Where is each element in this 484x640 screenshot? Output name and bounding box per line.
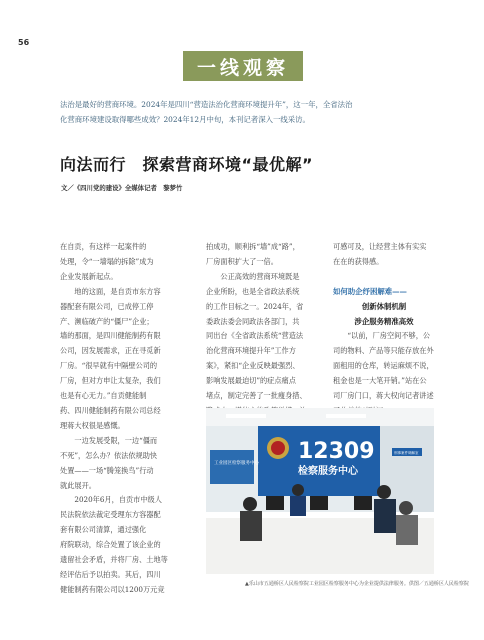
subhead-question: 如何助企纾困解难—— bbox=[333, 286, 407, 296]
text-line: 企业发展新起点。 bbox=[60, 271, 118, 281]
text-line: 影响发展最迫切”的症点痛点 bbox=[206, 376, 296, 386]
intro-line: 化营商环境建设取得哪些成效？2024年12月中旬，本刊记者深入一线采访。 bbox=[60, 115, 310, 124]
text-line: 套有限公司清算，通过强化 bbox=[60, 525, 147, 535]
text-line: 可感可及，让经营主体有实实 bbox=[333, 242, 427, 251]
text-line: 遗留社会矛盾，并将厂房、土地等 bbox=[60, 555, 168, 565]
column-3 bbox=[333, 240, 435, 434]
text-line: 墙的那面，是四川健能制药有限 bbox=[60, 331, 161, 341]
text-line: 面租用的仓库，转运麻烦不说， bbox=[333, 361, 434, 371]
text-line: 公司，因发展需求，正在寻觅新 bbox=[60, 346, 161, 356]
text-line: 民法院依法裁定受理东方容器配 bbox=[60, 510, 161, 520]
text-line: 厂房，但对方申让太复杂，我们 bbox=[60, 376, 161, 386]
text-line: 一边发展受限，一边“僵而 bbox=[60, 435, 158, 445]
photo-caption: ▲乐山市五通桥区人民检察院工业园区检察服务中心为企业提供法律服务。供图／五通桥区人民检察院 bbox=[245, 581, 469, 587]
article-photo bbox=[206, 408, 434, 574]
text-line: 案》，紧扣“企业反映最强烈、 bbox=[206, 361, 300, 371]
sign-text: 检察服务中心 bbox=[298, 466, 358, 477]
text-line: 拍成功，顺利拆“墙”成“路”， bbox=[206, 242, 300, 251]
text-line: 处置——一场“腾笼换鸟”行动 bbox=[60, 465, 154, 475]
text-line: 经评估后予以拍卖。其后，四川 bbox=[60, 569, 161, 579]
wall-sign: 刑事案件调解室 bbox=[394, 451, 419, 455]
text-line: 药、四川健能制药有限公司总经 bbox=[60, 405, 161, 415]
intro-paragraph bbox=[60, 97, 432, 127]
text-line: 厂房。“很早就有中隔壁公司的 bbox=[60, 361, 158, 371]
text-line: 不死”，怎么办？依法依规助快 bbox=[60, 450, 158, 460]
text-line: 同出台《全省政法系统“营造法 bbox=[206, 331, 304, 341]
text-line: 就此展开。 bbox=[60, 480, 96, 490]
intro-line: 法治是最好的营商环境。2024年是四川“营造法治化营商环境提升年”，这一年，全省法治 bbox=[60, 100, 353, 109]
text-line: “以前，厂房空间不够，公 bbox=[333, 331, 431, 341]
text-line: 产、濒临破产的“僵尸”企业； bbox=[60, 316, 154, 326]
section-banner-label: 一线观察 bbox=[196, 56, 289, 79]
text-line: 处理，令“一墙塌的拆除”成为 bbox=[60, 256, 154, 266]
text-line: 委政法委会同政法各部门，共 bbox=[206, 316, 300, 326]
sign-number: 12309 bbox=[298, 439, 375, 464]
text-line: 理蒋大权很是感慨。 bbox=[60, 420, 125, 430]
text-line: 的工作目标之一。2024年，省 bbox=[206, 301, 304, 311]
section-banner bbox=[183, 51, 303, 81]
text-line: 公正高效的营商环境既是 bbox=[206, 271, 300, 281]
text-line: 在在的获得感。 bbox=[333, 256, 384, 266]
page-number: 56 bbox=[18, 38, 30, 47]
text-line: 器配套有限公司，已成停工停 bbox=[60, 301, 154, 311]
text-line: 司的物料、产品等只能存放在外 bbox=[333, 346, 434, 356]
column-2 bbox=[206, 240, 330, 434]
screen-label: 工业园区检察服务中心 bbox=[214, 461, 259, 466]
text-line: 也是有心无力。”自贡健能制 bbox=[60, 391, 147, 401]
article-title: 向法而行 探索营商环境“最优解” bbox=[60, 155, 314, 174]
text-line: 厂房面积扩大了一倍。 bbox=[206, 256, 278, 266]
byline: 文／《四川党的建设》全媒体记者 黎梦竹 bbox=[61, 184, 183, 192]
subhead-line: 创新体制机制 bbox=[361, 301, 407, 311]
text-line: 堵点，制定完善了一批瘦身措、 bbox=[206, 391, 307, 401]
text-line: 2020年6月，自贡市中级人 bbox=[60, 495, 162, 505]
column-1 bbox=[60, 240, 183, 598]
subhead-line: 涉企服务精准高效 bbox=[354, 316, 414, 326]
text-line: 司厂房门口，蒋大权向记者讲述 bbox=[333, 391, 434, 401]
text-line: 健能制药有限公司以1200万元竞 bbox=[60, 584, 165, 594]
text-line: 治化营商环境提升年”工作方 bbox=[206, 346, 296, 356]
photo-illustration bbox=[206, 408, 434, 574]
text-line: 地的这面，是自贡市东方容 bbox=[60, 286, 161, 296]
text-line: 府院联动，综合处置了该企业的 bbox=[60, 540, 161, 550]
text-line: 租金也是一大笔开销。”站在公 bbox=[333, 376, 427, 386]
text-line: 在自贡，有这样一起案件的 bbox=[60, 242, 147, 251]
text-line: 企业所盼，也是全省政法系统 bbox=[206, 286, 300, 296]
